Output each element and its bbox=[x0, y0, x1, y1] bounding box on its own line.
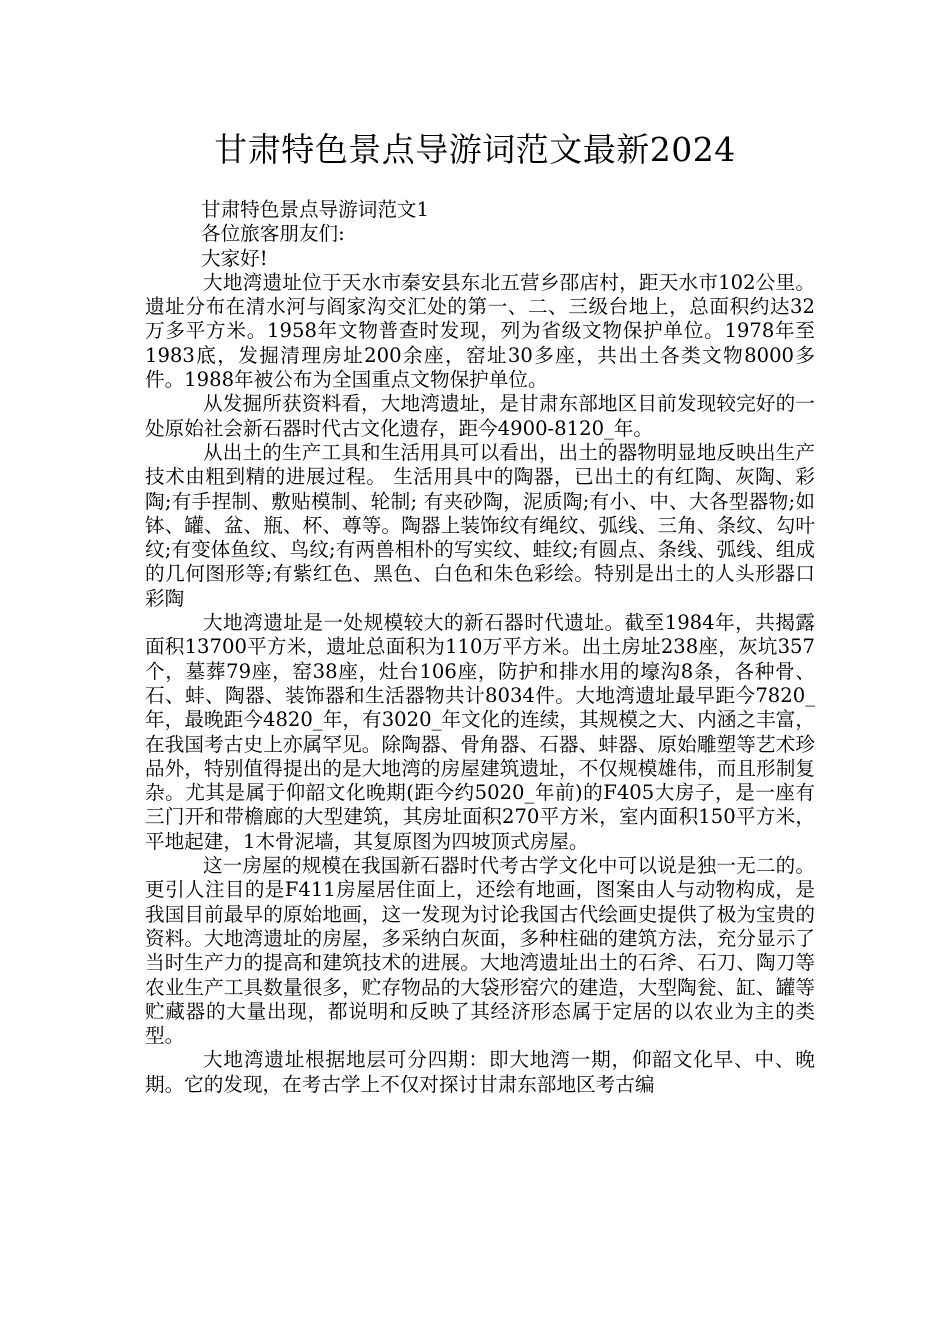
paragraph: 从出土的生产工具和生活用具可以看出，出土的器物明显地反映出生产技术由粗到精的进展过程。 生活用具中的陶器，已出土的有红陶、灰陶、彩陶;有手捏制、敷贴模制、轮制; 有夹砂陶，泥质陶;有小、中、大各型器物;如钵、罐、盆、瓶、杯、尊等。陶器上装饰纹有绳纹、弧线、三角、条纹、勾叶纹;有变体鱼纹、鸟纹;有两兽相朴的写实纹、蛙纹;有圆点、条线、弧线、组成的几何图形等;有紫红色、黑色、白色和朱色彩绘。特别是出土的人头形器口彩陶 bbox=[145, 440, 815, 610]
greeting-line: 各位旅客朋友们: bbox=[201, 222, 345, 246]
paragraph: 大地湾遗址根据地层可分四期：即大地湾一期，仰韶文化早、中、晚期。它的发现，在考古学上不仅对探讨甘肃东部地区考古编 bbox=[145, 1048, 815, 1096]
greeting-line: 大家好! bbox=[201, 246, 268, 270]
document-title: 甘肃特色景点导游词范文最新2024 bbox=[214, 130, 736, 169]
paragraph: 大地湾遗址位于天水市秦安县东北五营乡邵店村，距天水市102公里。遗址分布在清水河与阎家沟交汇处的第一、二、三级台地上，总面积约达32万多平方米。1958年文物普查时发现，列为省级文物保护单位。1978年至1983底，发掘清理房址200余座，窑址30多座，共出土各类文物8000多件。1988年被公布为全国重点文物保护单位。 bbox=[145, 270, 815, 392]
document-body bbox=[145, 198, 815, 1097]
paragraph: 大地湾遗址是一处规模较大的新石器时代遗址。截至1984年，共揭露面积13700平方米，遗址总面积为110万平方米。出土房址238座，灰坑357个，墓葬79座，窑38座，灶台106座，防护和排水用的壕沟8条，各种骨、石、蚌、陶器、装饰器和生活器物共计8034件。大地湾遗址最早距今7820_年，最晚距今4820_年，有3020_年文化的连续，其规模之大、内涵之丰富，在我国考古史上亦属罕见。除陶器、骨角器、石器、蚌器、原始雕塑等艺术珍品外，特别值得提出的是大地湾的房屋建筑遗址，不仅规模雄伟，而且形制复杂。尤其是属于仰韶文化晚期(距今约5020_年前)的F405大房子，是一座有三门开和带檐廊的大型建筑，其房址面积270平方米，室内面积150平方米，平地起建，1木骨泥墙，其复原图为四坡顶式房屋。 bbox=[145, 611, 815, 853]
section-heading: 甘肃特色景点导游词范文1 bbox=[201, 198, 429, 221]
paragraph: 从发掘所获资料看，大地湾遗址，是甘肃东部地区目前发现较完好的一处原始社会新石器时代古文化遗存，距今4900-8120_年。 bbox=[145, 392, 815, 440]
paragraph: 这一房屋的规模在我国新石器时代考古学文化中可以说是独一无二的。更引人注目的是F411房屋居住面上，还绘有地画，图案由人与动物构成，是我国目前最早的原始地画，这一发现为讨论我国古代绘画史提供了极为宝贵的资料。大地湾遗址的房屋，多采纳白灰面，多种柱础的建筑方法，充分显示了当时生产力的提高和建筑技术的进展。大地湾遗址出土的石斧、石刀、陶刀等农业生产工具数量很多，贮存物品的大袋形窑穴的建造，大型陶瓮、缸、罐等贮藏器的大量出现，都说明和反映了其经济形态属于定居的以农业为主的类型。 bbox=[145, 854, 815, 1048]
